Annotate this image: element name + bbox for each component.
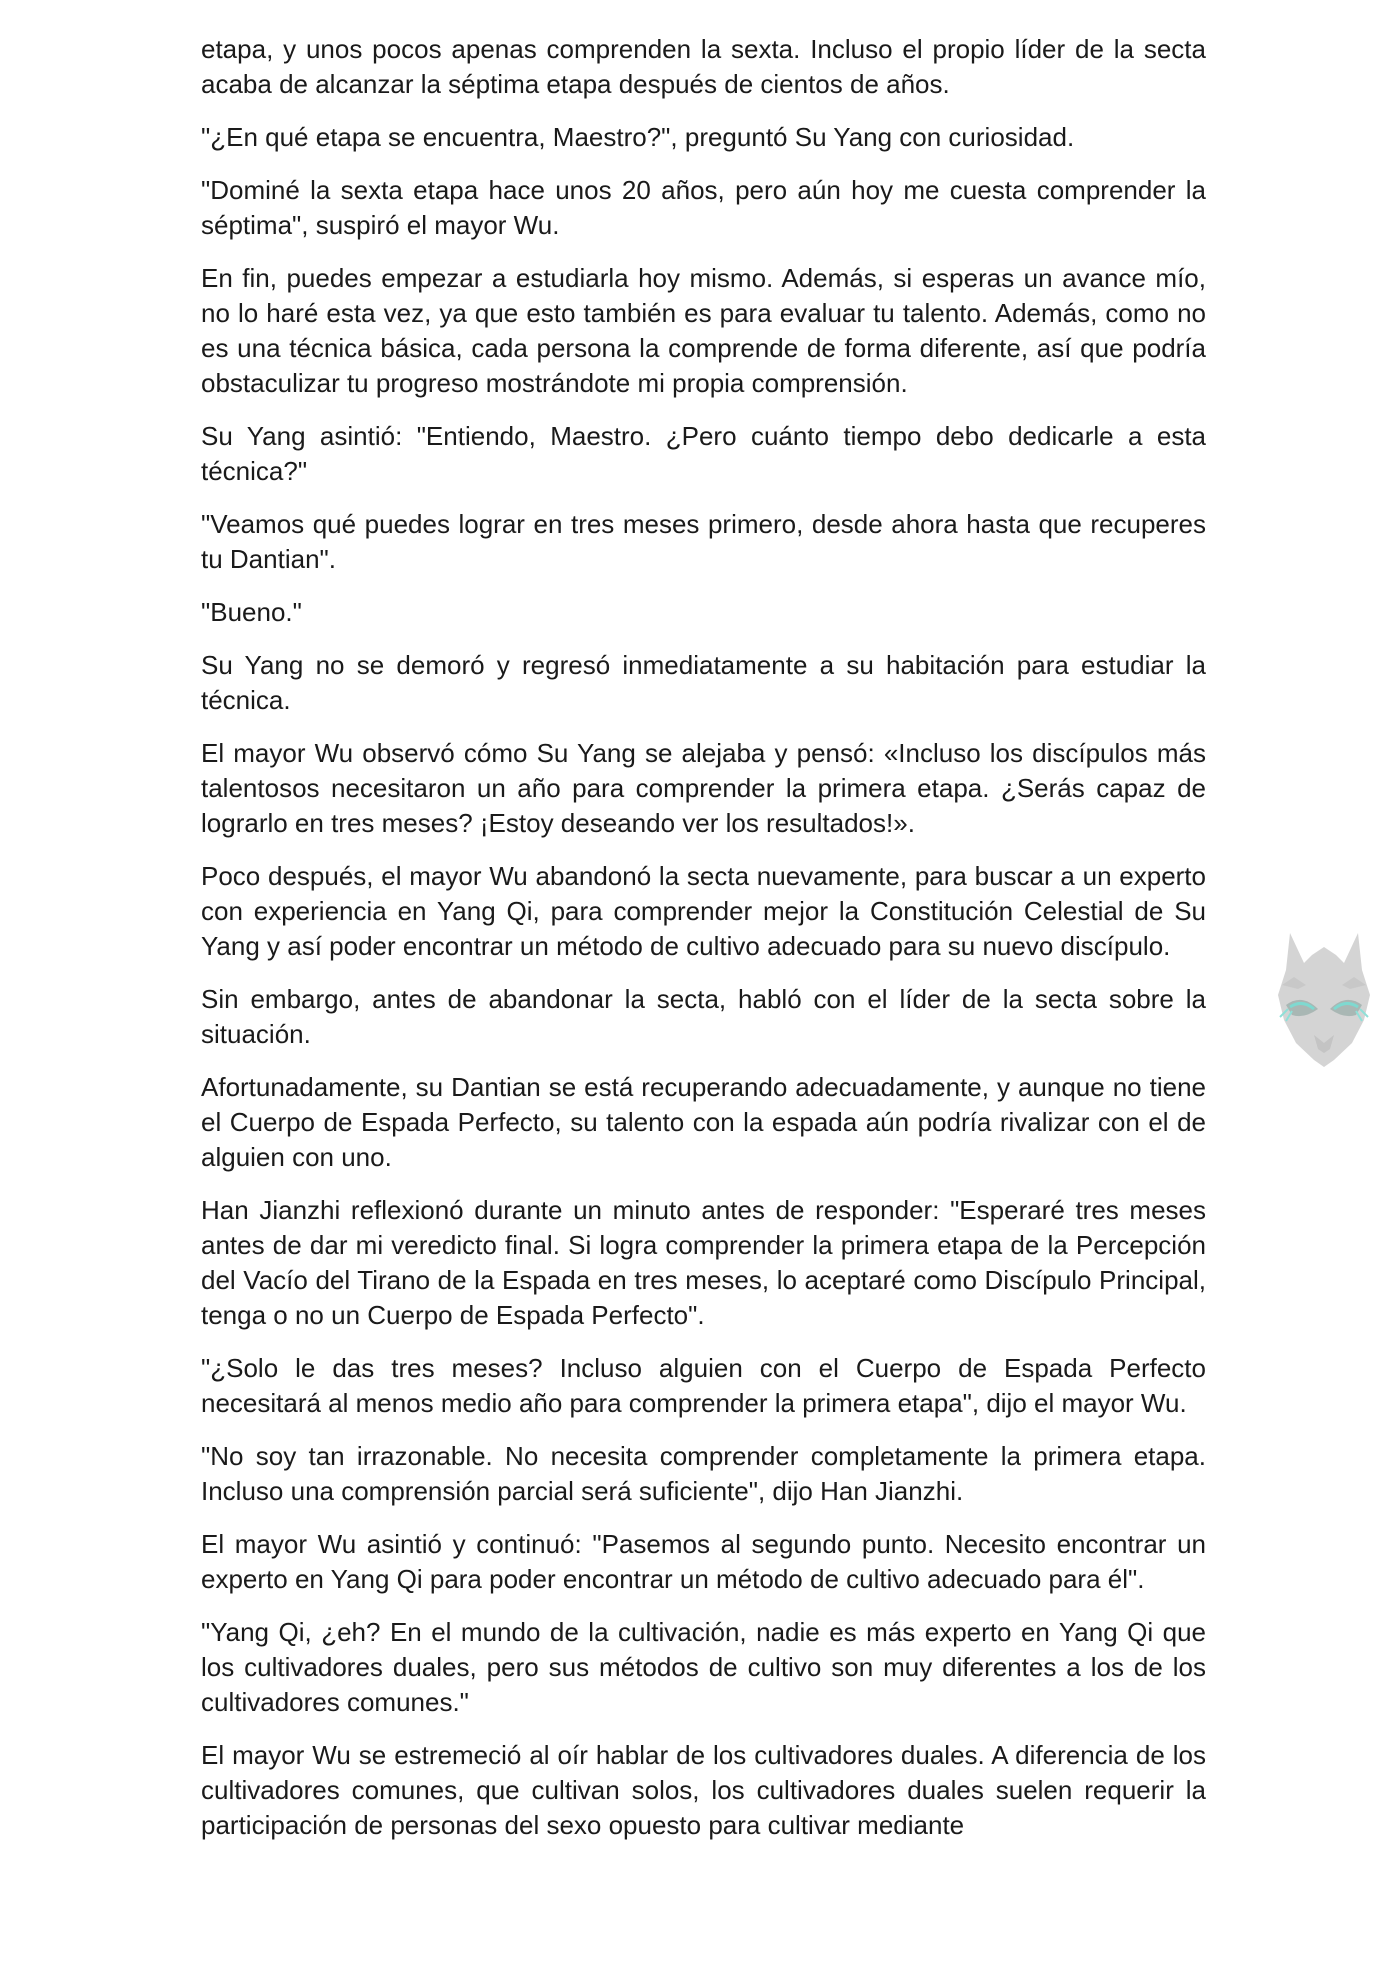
- paragraph-5: Su Yang asintió: "Entiendo, Maestro. ¿Pero cuánto tiempo debo dedicarle a esta técnica?": [201, 421, 1206, 486]
- paragraph-4: En fin, puedes empezar a estudiarla hoy mismo. Además, si esperas un avance mío, no lo haré esta vez, ya que esto también es para evaluar tu talento. Además, como no es una técnica básica, cada persona la comprende de forma diferente, así que podría obstaculizar tu progreso mostrándote mi propia comprensión.: [201, 263, 1206, 398]
- paragraph-13: Han Jianzhi reflexionó durante un minuto antes de responder: "Esperaré tres meses antes de dar mi veredicto final. Si logra comprender la primera etapa de la Percepción del Vacío del Tirano de la Espada en tres meses, lo aceptaré como Discípulo Principal, tenga o no un Cuerpo de Espada Perfecto".: [201, 1195, 1206, 1330]
- paragraph-3: "Dominé la sexta etapa hace unos 20 años, pero aún hoy me cuesta comprender la séptima", suspiró el mayor Wu.: [201, 175, 1206, 240]
- paragraph-6: "Veamos qué puedes lograr en tres meses primero, desde ahora hasta que recuperes tu Dantian".: [201, 509, 1206, 574]
- paragraph-11: Sin embargo, antes de abandonar la secta, habló con el líder de la secta sobre la situación.: [201, 984, 1206, 1049]
- paragraph-1: etapa, y unos pocos apenas comprenden la sexta. Incluso el propio líder de la secta acaba de alcanzar la séptima etapa después de cientos de años.: [201, 34, 1206, 99]
- paragraph-15: "No soy tan irrazonable. No necesita comprender completamente la primera etapa. Incluso una comprensión parcial será suficiente", dijo Han Jianzhi.: [201, 1441, 1206, 1506]
- paragraph-16: El mayor Wu asintió y continuó: "Pasemos al segundo punto. Necesito encontrar un experto en Yang Qi para poder encontrar un método de cultivo adecuado para él".: [201, 1529, 1206, 1594]
- paragraph-8: Su Yang no se demoró y regresó inmediatamente a su habitación para estudiar la técnica.: [201, 650, 1206, 715]
- paragraph-7: "Bueno.": [201, 597, 302, 627]
- paragraph-18: El mayor Wu se estremeció al oír hablar de los cultivadores duales. A diferencia de los cultivadores comunes, que cultivan solos, los cultivadores duales suelen requerir la participación de personas del sexo opuesto para cultivar mediante: [201, 1740, 1206, 1840]
- paragraph-17: "Yang Qi, ¿eh? En el mundo de la cultivación, nadie es más experto en Yang Qi que los cultivadores duales, pero sus métodos de cultivo son muy diferentes a los de los cultivadores comunes.": [201, 1617, 1206, 1717]
- demon-head-icon: [1272, 925, 1377, 1070]
- paragraph-9: El mayor Wu observó cómo Su Yang se alejaba y pensó: «Incluso los discípulos más talentosos necesitaron un año para comprender la primera etapa. ¿Serás capaz de lograrlo en tres meses? ¡Estoy deseando ver los resultados!».: [201, 738, 1206, 838]
- paragraph-10: Poco después, el mayor Wu abandonó la secta nuevamente, para buscar a un experto con experiencia en Yang Qi, para comprender mejor la Constitución Celestial de Su Yang y así poder encontrar un método de cultivo adecuado para su nuevo discípulo.: [201, 861, 1206, 961]
- paragraph-12: Afortunadamente, su Dantian se está recuperando adecuadamente, y aunque no tiene el Cuerpo de Espada Perfecto, su talento con la espada aún podría rivalizar con el de alguien con uno.: [201, 1072, 1206, 1172]
- document-body: [201, 32, 1206, 1861]
- paragraph-14: "¿Solo le das tres meses? Incluso alguien con el Cuerpo de Espada Perfecto necesitará al menos medio año para comprender la primera etapa", dijo el mayor Wu.: [201, 1353, 1206, 1418]
- paragraph-2: "¿En qué etapa se encuentra, Maestro?", preguntó Su Yang con curiosidad.: [201, 122, 1075, 152]
